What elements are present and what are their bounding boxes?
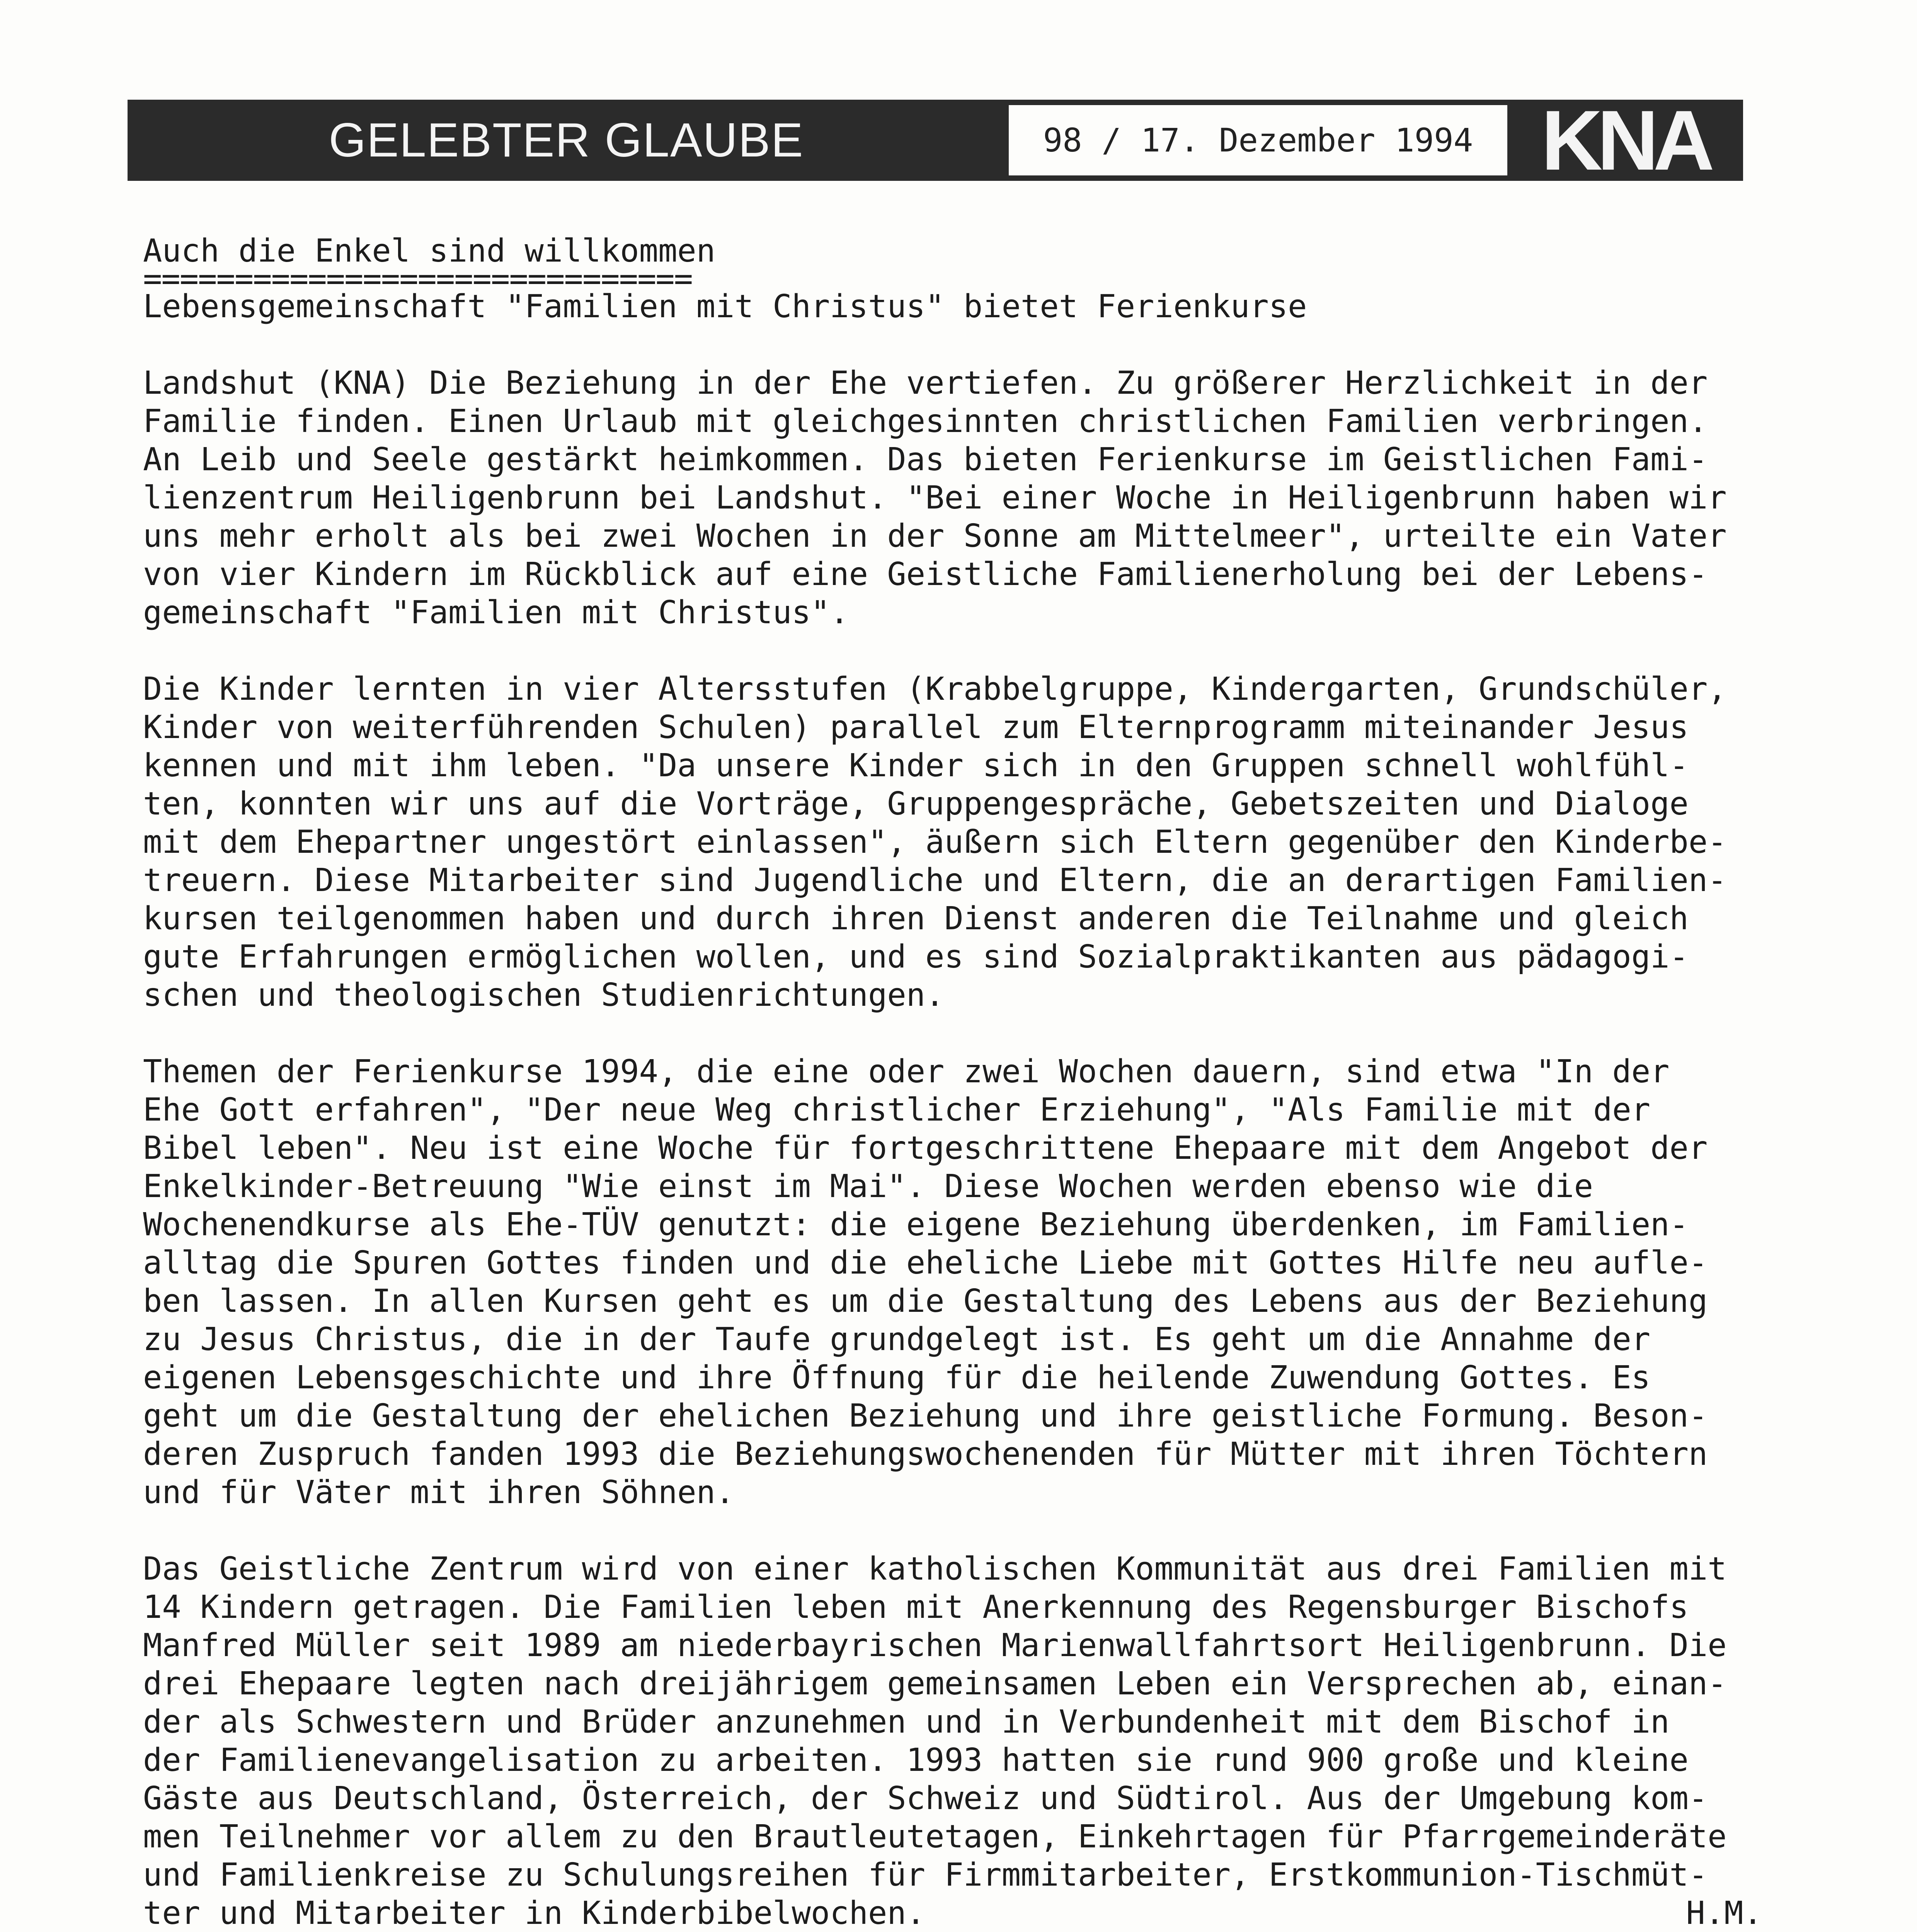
text-line: men Teilnehmer vor allem zu den Brautleutetagen, Einkehrtagen für Pfarrgemeinderäte (143, 1818, 1727, 1855)
text-line: lienzentrum Heiligenbrunn bei Landshut. "Bei einer Woche in Heiligenbrunn haben wir (143, 480, 1727, 516)
issue-dateline: 98 / 17. Dezember 1994 (1009, 105, 1507, 175)
text-line: An Leib und Seele gestärkt heimkommen. Das bieten Ferienkurse im Geistlichen Fami- (143, 441, 1708, 478)
text-line: mit dem Ehepartner ungestört einlassen", äußern sich Eltern gegenüber den Kinderbe- (143, 824, 1727, 861)
text-line: Familie finden. Einen Urlaub mit gleichgesinnten christlichen Familien verbringen. (143, 403, 1708, 440)
text-line: Manfred Müller seit 1989 am niederbayrischen Marienwallfahrtsort Heiligenbrunn. Die (143, 1627, 1727, 1664)
article-subtitle: Lebensgemeinschaft "Familien mit Christus" bietet Ferienkurse (143, 288, 1307, 325)
text-line: gemeinschaft "Familien mit Christus". (143, 594, 849, 631)
text-line: Bibel leben". Neu ist eine Woche für fortgeschrittene Ehepaare mit dem Angebot der (143, 1130, 1708, 1167)
text-line: Themen der Ferienkurse 1994, die eine oder zwei Wochen dauern, sind etwa "In der (143, 1053, 1670, 1090)
text-line: und für Väter mit ihren Söhnen. (143, 1474, 735, 1511)
text-line: Landshut (KNA) Die Beziehung in der Ehe vertiefen. Zu größerer Herzlichkeit in der (143, 365, 1708, 401)
text-line: 14 Kindern getragen. Die Familien leben mit Anerkennung des Regensburger Bischofs (143, 1589, 1689, 1626)
document-body (143, 232, 1805, 1932)
kna-logo: KNA (1541, 93, 1709, 188)
text-line: ben lassen. In allen Kursen geht es um die Gestaltung des Lebens aus der Beziehung (143, 1283, 1708, 1320)
article-paragraph (143, 364, 1805, 632)
text-line: gute Erfahrungen ermöglichen wollen, und es sind Sozialpraktikanten aus pädagogi- (143, 939, 1689, 975)
article-paragraph (143, 670, 1805, 1014)
text-line: alltag die Spuren Gottes finden und die eheliche Liebe mit Gottes Hilfe neu aufle- (143, 1245, 1708, 1281)
article-last-line: ter und Mitarbeiter in Kinderbibelwochen. (143, 1895, 926, 1932)
text-line: Ehe Gott erfahren", "Der neue Weg christlicher Erziehung", "Als Familie mit der (143, 1092, 1651, 1128)
article-title: Auch die Enkel sind willkommen (143, 233, 716, 269)
text-line: uns mehr erholt als bei zwei Wochen in der Sonne am Mittelmeer", urteilte ein Vater (143, 518, 1727, 554)
text-line: Gäste aus Deutschland, Österreich, der Schweiz und Südtirol. Aus der Umgebung kom- (143, 1780, 1708, 1817)
text-line: Die Kinder lernten in vier Altersstufen (Krabbelgruppe, Kindergarten, Grundschüler, (143, 671, 1727, 707)
text-line: der Familienevangelisation zu arbeiten. 1993 hatten sie rund 900 große und kleine (143, 1742, 1689, 1779)
article-author: H.M. (1686, 1895, 1762, 1932)
article-last-line-row (143, 1894, 1762, 1932)
section-title: GELEBTER GLAUBE (329, 114, 804, 167)
text-line: ten, konnten wir uns auf die Vorträge, Gruppengespräche, Gebetszeiten und Dialoge (143, 786, 1689, 822)
text-line: und Familienkreise zu Schulungsreihen für Firmmitarbeiter, Erstkommunion-Tischmüt- (143, 1857, 1708, 1893)
text-line: eigenen Lebensgeschichte und ihre Öffnung für die heilende Zuwendung Gottes. Es (143, 1359, 1651, 1396)
title-underline: ============================== (143, 260, 693, 297)
text-line: treuern. Diese Mitarbeiter sind Jugendliche und Eltern, die an derartigen Familien- (143, 862, 1727, 899)
article-paragraphs (143, 364, 1805, 1894)
text-line: schen und theologischen Studienrichtungen. (143, 977, 945, 1014)
article-paragraph (143, 1550, 1805, 1894)
text-line: deren Zuspruch fanden 1993 die Beziehungswochenenden für Mütter mit ihren Töchtern (143, 1436, 1708, 1473)
text-line: Wochenendkurse als Ehe-TÜV genutzt: die eigene Beziehung überdenken, im Familien- (143, 1206, 1689, 1243)
text-line: Das Geistliche Zentrum wird von einer katholischen Kommunität aus drei Familien mit (143, 1551, 1727, 1587)
header-bar (128, 93, 1743, 188)
text-line: Enkelkinder-Betreuung "Wie einst im Mai". Diese Wochen werden ebenso wie die (143, 1168, 1593, 1205)
text-line: Kinder von weiterführenden Schulen) parallel zum Elternprogramm miteinander Jesus (143, 709, 1689, 746)
text-line: von vier Kindern im Rückblick auf eine Geistliche Familienerholung bei der Lebens- (143, 556, 1708, 593)
text-line: drei Ehepaare legten nach dreijährigem gemeinsamen Leben ein Versprechen ab, einan- (143, 1665, 1727, 1702)
text-line: kennen und mit ihm leben. "Da unsere Kinder sich in den Gruppen schnell wohlfühl- (143, 747, 1689, 784)
text-line: zu Jesus Christus, die in der Taufe grundgelegt ist. Es geht um die Annahme der (143, 1321, 1651, 1358)
text-line: der als Schwestern und Brüder anzunehmen und in Verbundenheit mit dem Bischof in (143, 1704, 1670, 1740)
text-line: kursen teilgenommen haben und durch ihren Dienst anderen die Teilnahme und gleich (143, 900, 1689, 937)
text-line: geht um die Gestaltung der ehelichen Beziehung und ihre geistliche Formung. Beson- (143, 1398, 1708, 1434)
article-paragraph (143, 1053, 1805, 1512)
